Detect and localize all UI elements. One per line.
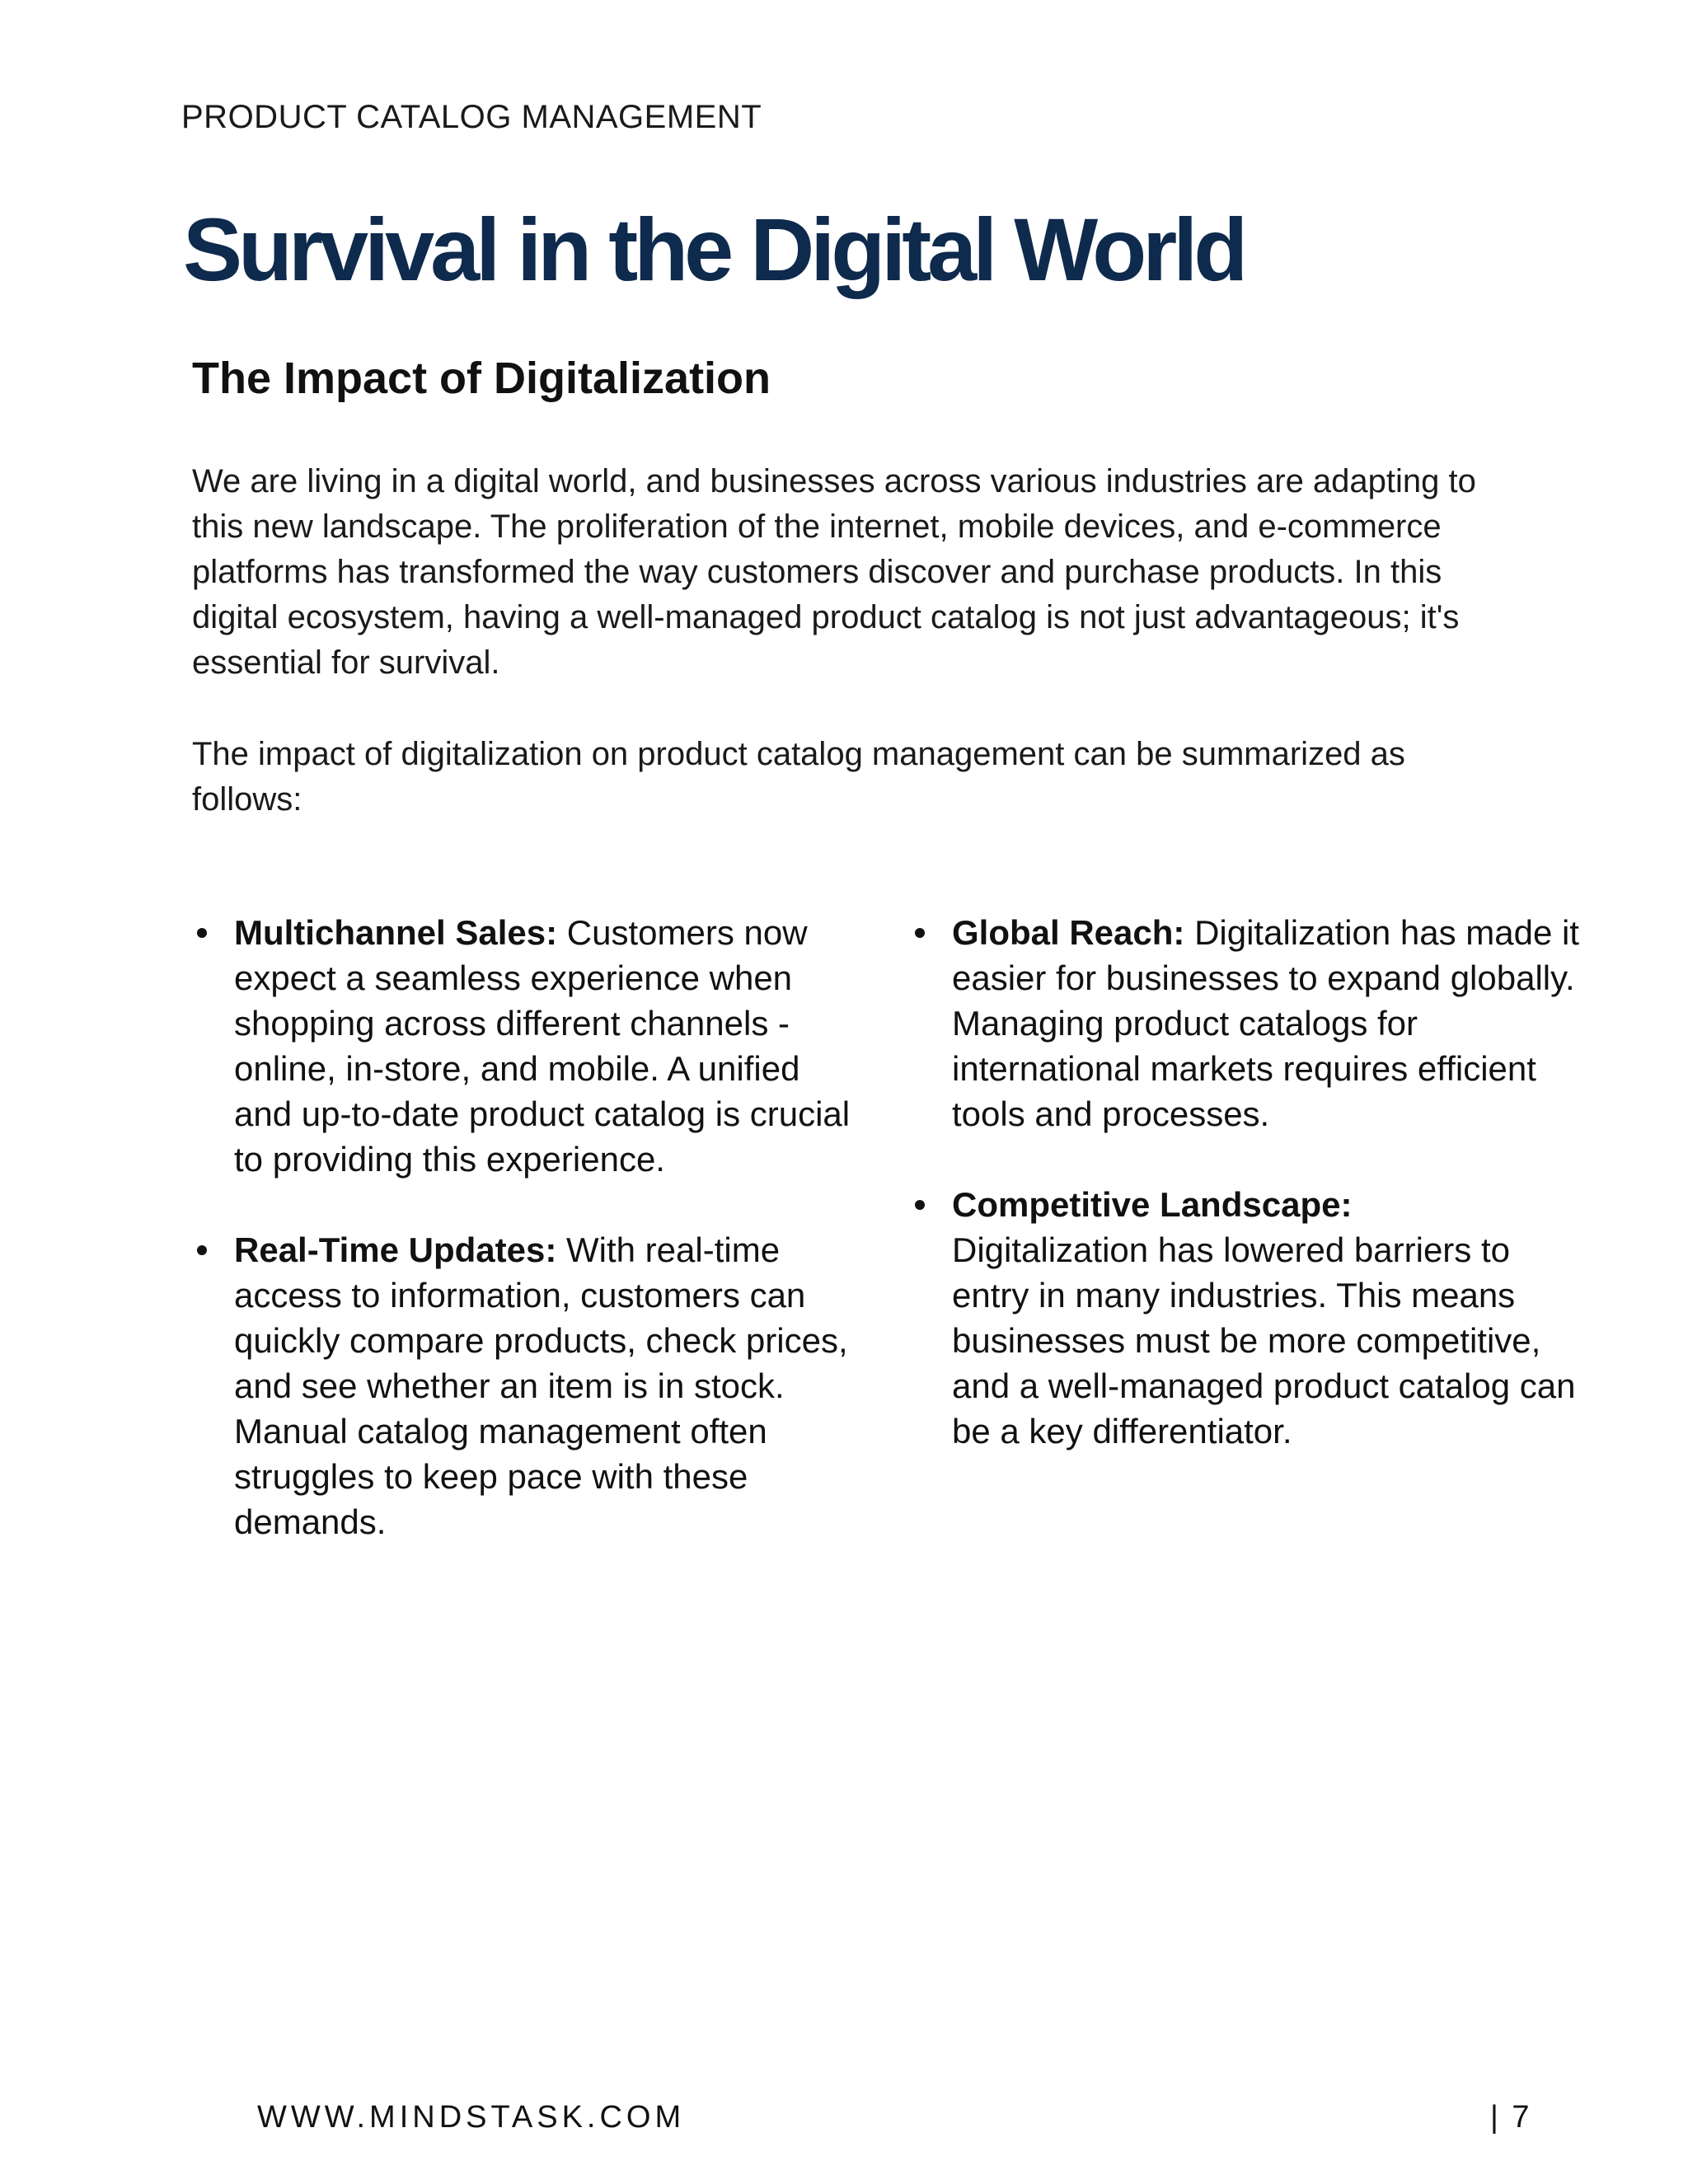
bullet-text: Customers now expect a seamless experience when shopping across different channels - online, in-store, and mobile. A unified and up-to-date product catalog is crucial to providing this experience. — [234, 913, 851, 1179]
page-title: Survival in the Digital World — [183, 199, 1245, 299]
bullet-global-reach — [910, 910, 1586, 1137]
bullet-dot-icon — [197, 928, 207, 938]
bullet-text: With real-time access to information, customers can quickly compare products, check prices, and see whether an item is in stock. Manual catalog management often struggles to keep pace with these demands. — [234, 1230, 848, 1541]
bullet-dot-icon — [915, 1200, 925, 1210]
bullet-text: Digitalization has made it easier for businesses to expand globally. Managing product catalogs for international markets requires efficient tools and processes. — [952, 913, 1579, 1133]
bullet-real-time-updates — [192, 1227, 851, 1544]
bullet-title: Competitive Landscape: — [952, 1185, 1353, 1224]
bullet-list-left — [192, 910, 851, 1590]
bullet-title: Multichannel Sales: — [234, 913, 558, 952]
intro-paragraph-2: The impact of digitalization on product catalog management can be summarized as follows: — [192, 736, 1405, 818]
bullet-title: Real-Time Updates: — [234, 1230, 557, 1269]
bullet-multichannel-sales — [192, 910, 851, 1182]
section-label: PRODUCT CATALOG MANAGEMENT — [181, 99, 762, 135]
footer-website-link[interactable]: WWW.MINDSTASK.COM — [257, 2100, 686, 2135]
bullet-competitive-landscape — [910, 1182, 1586, 1454]
section-heading: The Impact of Digitalization — [192, 354, 771, 403]
bullet-text: Digitalization has lowered barriers to entry in many industries. This means businesses must be more competitive, and a well-managed product catalog can be a key differentiator. — [952, 1230, 1576, 1451]
bullet-title: Global Reach: — [952, 913, 1185, 952]
bullet-dot-icon — [197, 1245, 207, 1255]
bullet-list-right — [910, 910, 1586, 1499]
intro-paragraph-1: We are living in a digital world, and businesses across various industries are adapting to this new landscape. The proliferation of the internet, mobile devices, and e-commerce platforms has transformed the way customers discover and purchase products. In this digital ecosystem, having a well-managed product catalog is not just advantageous; it's essential for survival. — [192, 463, 1476, 681]
page-number: | 7 — [1490, 2100, 1532, 2135]
bullet-dot-icon — [915, 928, 925, 938]
